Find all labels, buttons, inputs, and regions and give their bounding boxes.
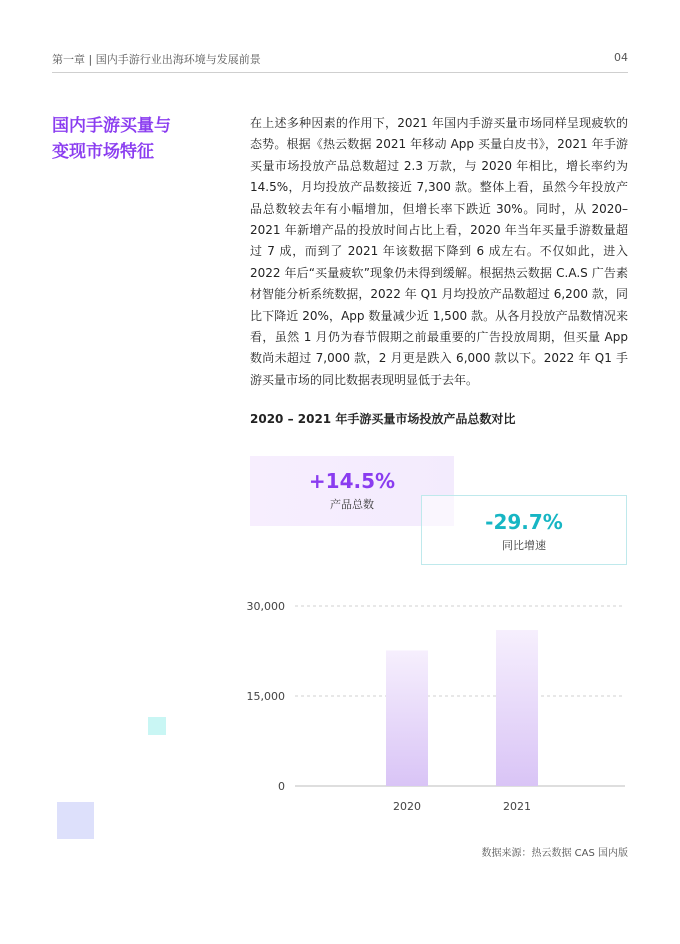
bar-chart (240, 590, 640, 820)
stat-value-yoy: -29.7% (485, 510, 563, 534)
page-number: 04 (614, 51, 628, 64)
section-title-line2: 变现市场特征 (52, 142, 154, 162)
bar-2020 (386, 650, 428, 786)
stat-card-yoy (421, 495, 627, 565)
stat-value-growth: +14.5% (308, 469, 396, 493)
decorative-square-teal (148, 717, 166, 735)
x-tick-label: 2020 (393, 800, 421, 813)
page-header (52, 48, 628, 73)
y-tick-label: 0 (278, 780, 285, 793)
chart-bars (386, 630, 538, 786)
section-title (52, 113, 222, 165)
chart-grid (295, 606, 625, 786)
y-tick-label: 15,000 (246, 690, 285, 703)
section-title-line1: 国内手游买量与 (52, 116, 171, 136)
stat-label-yoy: 同比增速 (502, 539, 546, 552)
body-paragraph: 在上述多种因素的作用下，2021 年国内手游买量市场同样呈现疲软的态势。根据《热云数据 2021 年移动 App 买量白皮书》，2021 年手游买量市场投放产品总数超过 2.3 万款，与 2020 年相比，增长率约为 14.5%，月均投放产品数接近 7,300 款。整体上看，虽然今年投放产品总数较去年有小幅增加，但增长率下跌近 30%。同时，从 2020–2021 年新增产品的投放时间占比上看，2020 年当年买量手游数量超过 7 成，而到了 2021 年该数据下降到 6 成左右。不仅如此，进入 2022 年后“买量疲软”现象仍未得到缓解。根据热云数据 C.A.S 广告素材智能分析系统数据，2022 年 Q1 月均投放产品数超过 6,200 款，同比下降近 20%，App 数量减少近 1,500 款。从各月投放产品数情况来看，虽然 1 月仍为春节假期之前最重要的广告投放周期，但买量 App 数尚未超过 7,000 款，2 月更是跌入 6,000 款以下。2022 年 Q1 手游买量市场的同比数据表现明显低于去年。 (250, 116, 628, 387)
bar-2021 (496, 630, 538, 786)
stat-label-growth: 产品总数 (330, 498, 374, 511)
chart-title: 2020 – 2021 年手游买量市场投放产品总数对比 (250, 412, 516, 426)
y-tick-label: 30,000 (246, 600, 285, 613)
x-tick-label: 2021 (503, 800, 531, 813)
decorative-square-lavender (57, 802, 94, 839)
chapter-title: 第一章 | 国内手游行业出海环境与发展前景 (52, 53, 261, 66)
data-source-note: 数据来源：热云数据 CAS 国内版 (481, 848, 628, 859)
